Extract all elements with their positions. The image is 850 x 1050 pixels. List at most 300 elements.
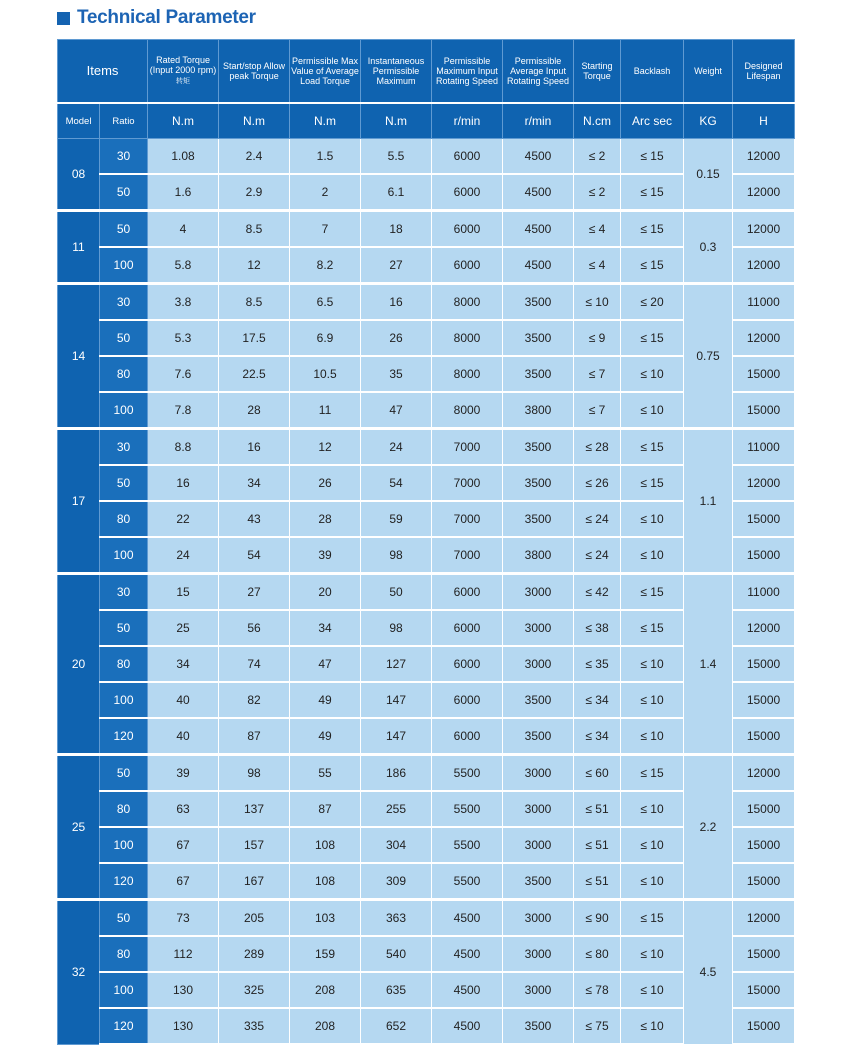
- avg-load-torque-cell: 2: [290, 174, 361, 211]
- rated-torque-cell: 34: [148, 646, 219, 682]
- avgspeed-unit: r/min: [503, 103, 574, 139]
- ratio-cell: 80: [100, 646, 148, 682]
- weight-unit: KG: [684, 103, 733, 139]
- starting-torque-cell: ≤ 75: [574, 1008, 621, 1044]
- avg-load-torque-cell: 208: [290, 1008, 361, 1044]
- backlash-cell: ≤ 10: [621, 682, 684, 718]
- max-input-speed-cell: 6000: [432, 174, 503, 211]
- ratio-cell: 80: [100, 791, 148, 827]
- instantaneous-max-cell: 98: [361, 537, 432, 574]
- avg-load-torque-cell: 103: [290, 900, 361, 937]
- table-row: [58, 284, 795, 321]
- starting-torque-cell: ≤ 90: [574, 900, 621, 937]
- avg-input-speed-cell: 3000: [503, 574, 574, 611]
- ratio-cell: 100: [100, 392, 148, 429]
- rated-torque-cell: 4: [148, 211, 219, 248]
- instantaneous-max-cell: 27: [361, 247, 432, 284]
- avg-load-torque-cell: 8.2: [290, 247, 361, 284]
- avg-load-torque-cell: 12: [290, 429, 361, 466]
- rated-torque-cell: 25: [148, 610, 219, 646]
- max-input-speed-cell: 6000: [432, 247, 503, 284]
- backlash-cell: ≤ 15: [621, 465, 684, 501]
- max-input-speed-cell: 5500: [432, 863, 503, 900]
- avg-input-speed-cell: 3000: [503, 936, 574, 972]
- max-input-speed-cell: 5500: [432, 755, 503, 792]
- avg-load-torque-cell: 208: [290, 972, 361, 1008]
- header-row: [58, 40, 795, 104]
- lifespan-cell: 15000: [733, 827, 795, 863]
- rated-torque-cell: 24: [148, 537, 219, 574]
- starting-torque-cell: ≤ 9: [574, 320, 621, 356]
- ratio-cell: 50: [100, 320, 148, 356]
- ratio-cell: 30: [100, 139, 148, 175]
- weight-cell: 1.4: [684, 574, 733, 755]
- max-input-speed-cell: 6000: [432, 682, 503, 718]
- weight-cell: 0.3: [684, 211, 733, 284]
- rated-torque-cell: 63: [148, 791, 219, 827]
- start-stop-torque-cell: 2.9: [219, 174, 290, 211]
- backlash-cell: ≤ 10: [621, 356, 684, 392]
- max-input-speed-cell: 5500: [432, 827, 503, 863]
- backlash-cell: ≤ 10: [621, 501, 684, 537]
- backlash-cell: ≤ 15: [621, 139, 684, 175]
- lifespan-cell: 12000: [733, 174, 795, 211]
- start-stop-torque-cell: 16: [219, 429, 290, 466]
- starting-torque-cell: ≤ 51: [574, 863, 621, 900]
- rated-torque-cell: 73: [148, 900, 219, 937]
- max-input-speed-cell: 4500: [432, 1008, 503, 1044]
- weight-header: Weight: [684, 40, 733, 104]
- weight-cell: 1.1: [684, 429, 733, 574]
- ratio-cell: 50: [100, 610, 148, 646]
- avg-input-speed-cell: 3000: [503, 610, 574, 646]
- start-stop-torque-cell: 325: [219, 972, 290, 1008]
- backlash-cell: ≤ 15: [621, 247, 684, 284]
- rated-torque-cell: 3.8: [148, 284, 219, 321]
- page-title-text: Technical Parameter: [77, 7, 256, 28]
- title-square-icon: [57, 12, 70, 25]
- starting-torque-cell: ≤ 60: [574, 755, 621, 792]
- lifespan-cell: 12000: [733, 755, 795, 792]
- perm-avg-header: Permissible Max Value of Average Load Torque: [290, 40, 361, 104]
- rated-unit: N.m: [148, 103, 219, 139]
- lifespan-cell: 12000: [733, 247, 795, 284]
- start-stop-torque-cell: 8.5: [219, 211, 290, 248]
- backlash-cell: ≤ 15: [621, 610, 684, 646]
- table-row: [58, 900, 795, 937]
- max-input-speed-cell: 6000: [432, 211, 503, 248]
- lifespan-cell: 11000: [733, 284, 795, 321]
- ratio-cell: 80: [100, 936, 148, 972]
- table-row: [58, 429, 795, 466]
- backlash-cell: ≤ 15: [621, 429, 684, 466]
- rated-torque-cell: 130: [148, 972, 219, 1008]
- avg-load-torque-cell: 10.5: [290, 356, 361, 392]
- avg-load-torque-cell: 6.5: [290, 284, 361, 321]
- rated-torque-label: Rated Torque (Input 2000 rpm): [149, 55, 217, 75]
- model-cell: 32: [58, 900, 100, 1045]
- starting-torque-cell: ≤ 78: [574, 972, 621, 1008]
- start-stop-torque-cell: 167: [219, 863, 290, 900]
- instantaneous-max-cell: 54: [361, 465, 432, 501]
- avg-input-speed-cell: 3000: [503, 646, 574, 682]
- starting-torque-cell: ≤ 10: [574, 284, 621, 321]
- rated-torque-cell: 112: [148, 936, 219, 972]
- lifespan-cell: 15000: [733, 936, 795, 972]
- instantaneous-max-cell: 635: [361, 972, 432, 1008]
- ratio-cell: 100: [100, 972, 148, 1008]
- avg-input-speed-cell: 3000: [503, 900, 574, 937]
- lifespan-cell: 15000: [733, 501, 795, 537]
- avg-load-torque-cell: 39: [290, 537, 361, 574]
- ratio-cell: 50: [100, 211, 148, 248]
- instantaneous-max-cell: 186: [361, 755, 432, 792]
- max-input-speed-cell: 8000: [432, 320, 503, 356]
- backlash-cell: ≤ 20: [621, 284, 684, 321]
- backlash-cell: ≤ 15: [621, 320, 684, 356]
- avg-load-torque-cell: 47: [290, 646, 361, 682]
- avg-input-speed-cell: 4500: [503, 247, 574, 284]
- backlash-header: Backlash: [621, 40, 684, 104]
- ratio-cell: 80: [100, 501, 148, 537]
- starting-torque-cell: ≤ 35: [574, 646, 621, 682]
- rated-torque-cell: 8.8: [148, 429, 219, 466]
- items-header: Items: [58, 40, 148, 104]
- backlash-cell: ≤ 10: [621, 827, 684, 863]
- model-cell: 17: [58, 429, 100, 574]
- start-stop-torque-cell: 82: [219, 682, 290, 718]
- avg-input-speed-cell: 3000: [503, 791, 574, 827]
- instantaneous-max-cell: 24: [361, 429, 432, 466]
- rated-torque-cell: 67: [148, 863, 219, 900]
- instantaneous-max-cell: 309: [361, 863, 432, 900]
- avg-load-torque-cell: 7: [290, 211, 361, 248]
- avg-input-speed-cell: 3800: [503, 537, 574, 574]
- lifespan-cell: 12000: [733, 139, 795, 175]
- avg-load-torque-cell: 34: [290, 610, 361, 646]
- starting-torque-cell: ≤ 42: [574, 574, 621, 611]
- avg-load-torque-cell: 49: [290, 718, 361, 755]
- instantaneous-max-cell: 16: [361, 284, 432, 321]
- lifespan-cell: 12000: [733, 900, 795, 937]
- avg-load-torque-cell: 6.9: [290, 320, 361, 356]
- start-stop-torque-cell: 98: [219, 755, 290, 792]
- instantaneous-max-cell: 304: [361, 827, 432, 863]
- lifespan-cell: 15000: [733, 682, 795, 718]
- backlash-cell: ≤ 15: [621, 900, 684, 937]
- instantaneous-max-cell: 35: [361, 356, 432, 392]
- max-input-speed-cell: 8000: [432, 392, 503, 429]
- starting-torque-cell: ≤ 34: [574, 682, 621, 718]
- lifespan-cell: 11000: [733, 574, 795, 611]
- starting-torque-cell: ≤ 51: [574, 791, 621, 827]
- max-input-speed-cell: 6000: [432, 718, 503, 755]
- starting-torque-cell: ≤ 80: [574, 936, 621, 972]
- avg-load-torque-cell: 20: [290, 574, 361, 611]
- start-stop-torque-cell: 87: [219, 718, 290, 755]
- weight-cell: 4.5: [684, 900, 733, 1045]
- lifespan-cell: 15000: [733, 863, 795, 900]
- maxspeed-unit: r/min: [432, 103, 503, 139]
- ratio-cell: 80: [100, 356, 148, 392]
- max-input-speed-cell: 6000: [432, 610, 503, 646]
- max-input-speed-cell: 7000: [432, 537, 503, 574]
- max-input-speed-cell: 6000: [432, 646, 503, 682]
- instantaneous-max-cell: 47: [361, 392, 432, 429]
- ratio-cell: 120: [100, 1008, 148, 1044]
- starting-torque-cell: ≤ 4: [574, 211, 621, 248]
- ratio-cell: 120: [100, 718, 148, 755]
- max-speed-header: Permissible Maximum Input Rotating Speed: [432, 40, 503, 104]
- start-stop-header: Start/stop Allow peak Torque: [219, 40, 290, 104]
- avg-input-speed-cell: 3800: [503, 392, 574, 429]
- avg-speed-header: Permissible Average Input Rotating Speed: [503, 40, 574, 104]
- avg-load-torque-cell: 49: [290, 682, 361, 718]
- ratio-cell: 100: [100, 247, 148, 284]
- avg-input-speed-cell: 3000: [503, 827, 574, 863]
- page-title: [57, 6, 256, 30]
- ratio-cell: 30: [100, 429, 148, 466]
- ratio-cell: 50: [100, 174, 148, 211]
- start-stop-torque-cell: 56: [219, 610, 290, 646]
- avg-input-speed-cell: 3500: [503, 284, 574, 321]
- starting-torque-cell: ≤ 2: [574, 139, 621, 175]
- avg-input-speed-cell: 3500: [503, 320, 574, 356]
- start-stop-torque-cell: 27: [219, 574, 290, 611]
- ratio-cell: 120: [100, 863, 148, 900]
- table-row: [58, 211, 795, 248]
- rated-torque-glyph: 转矩: [176, 78, 191, 85]
- max-input-speed-cell: 7000: [432, 429, 503, 466]
- rated-torque-cell: 40: [148, 682, 219, 718]
- avg-input-speed-cell: 3500: [503, 682, 574, 718]
- starting-torque-cell: ≤ 2: [574, 174, 621, 211]
- rated-torque-cell: 1.6: [148, 174, 219, 211]
- backlash-cell: ≤ 10: [621, 646, 684, 682]
- model-cell: 20: [58, 574, 100, 755]
- lifespan-cell: 12000: [733, 465, 795, 501]
- start-stop-torque-cell: 74: [219, 646, 290, 682]
- unit-row: [58, 103, 795, 139]
- backlash-cell: ≤ 10: [621, 537, 684, 574]
- instantaneous-max-cell: 18: [361, 211, 432, 248]
- starting-torque-cell: ≤ 24: [574, 537, 621, 574]
- instantaneous-max-cell: 147: [361, 718, 432, 755]
- avg-input-speed-cell: 3500: [503, 718, 574, 755]
- starting-torque-cell: ≤ 26: [574, 465, 621, 501]
- avg-input-speed-cell: 3500: [503, 1008, 574, 1044]
- max-input-speed-cell: 7000: [432, 501, 503, 537]
- avg-input-speed-cell: 3500: [503, 356, 574, 392]
- rated-torque-cell: 67: [148, 827, 219, 863]
- instantaneous-max-cell: 540: [361, 936, 432, 972]
- instantaneous-max-cell: 652: [361, 1008, 432, 1044]
- max-input-speed-cell: 4500: [432, 972, 503, 1008]
- lifespan-cell: 12000: [733, 610, 795, 646]
- starting-torque-cell: ≤ 7: [574, 356, 621, 392]
- avg-load-torque-cell: 1.5: [290, 139, 361, 175]
- backlash-cell: ≤ 10: [621, 791, 684, 827]
- max-input-speed-cell: 8000: [432, 356, 503, 392]
- rated-torque-cell: 7.8: [148, 392, 219, 429]
- ratio-cell: 100: [100, 537, 148, 574]
- lifespan-cell: 15000: [733, 1008, 795, 1044]
- starting-torque-cell: ≤ 34: [574, 718, 621, 755]
- avg-load-torque-cell: 28: [290, 501, 361, 537]
- model-cell: 14: [58, 284, 100, 429]
- start-stop-torque-cell: 43: [219, 501, 290, 537]
- instantaneous-max-cell: 255: [361, 791, 432, 827]
- start-stop-torque-cell: 34: [219, 465, 290, 501]
- rated-torque-cell: 39: [148, 755, 219, 792]
- weight-cell: 0.15: [684, 139, 733, 211]
- ratio-cell: 30: [100, 574, 148, 611]
- start-stop-torque-cell: 289: [219, 936, 290, 972]
- model-unit: Model: [58, 103, 100, 139]
- avg-load-torque-cell: 87: [290, 791, 361, 827]
- table-row: [58, 574, 795, 611]
- max-input-speed-cell: 4500: [432, 900, 503, 937]
- model-cell: 25: [58, 755, 100, 900]
- instantaneous-max-cell: 98: [361, 610, 432, 646]
- start-stop-torque-cell: 157: [219, 827, 290, 863]
- lifespan-cell: 15000: [733, 972, 795, 1008]
- avg-input-speed-cell: 3500: [503, 501, 574, 537]
- avg-input-speed-cell: 4500: [503, 139, 574, 175]
- avg-input-speed-cell: 3500: [503, 863, 574, 900]
- lifespan-cell: 11000: [733, 429, 795, 466]
- starting-unit: N.cm: [574, 103, 621, 139]
- avg-input-speed-cell: 3000: [503, 755, 574, 792]
- lifespan-cell: 15000: [733, 791, 795, 827]
- ratio-cell: 50: [100, 465, 148, 501]
- max-input-speed-cell: 7000: [432, 465, 503, 501]
- ratio-cell: 50: [100, 900, 148, 937]
- start-stop-torque-cell: 8.5: [219, 284, 290, 321]
- backlash-cell: ≤ 10: [621, 936, 684, 972]
- avg-unit: N.m: [290, 103, 361, 139]
- lifespan-cell: 15000: [733, 537, 795, 574]
- start-stop-torque-cell: 335: [219, 1008, 290, 1044]
- starting-torque-cell: ≤ 24: [574, 501, 621, 537]
- avg-load-torque-cell: 55: [290, 755, 361, 792]
- backlash-cell: ≤ 10: [621, 972, 684, 1008]
- model-cell: 08: [58, 139, 100, 211]
- starting-torque-cell: ≤ 38: [574, 610, 621, 646]
- ratio-unit: Ratio: [100, 103, 148, 139]
- backlash-cell: ≤ 10: [621, 1008, 684, 1044]
- backlash-cell: ≤ 15: [621, 574, 684, 611]
- rated-torque-cell: 130: [148, 1008, 219, 1044]
- rated-torque-cell: 7.6: [148, 356, 219, 392]
- backlash-cell: ≤ 15: [621, 211, 684, 248]
- rated-torque-cell: 5.3: [148, 320, 219, 356]
- rated-torque-cell: 15: [148, 574, 219, 611]
- lifespan-header: Designed Lifespan: [733, 40, 795, 104]
- starting-torque-cell: ≤ 7: [574, 392, 621, 429]
- ratio-cell: 100: [100, 827, 148, 863]
- max-input-speed-cell: 6000: [432, 139, 503, 175]
- lifespan-cell: 15000: [733, 718, 795, 755]
- avg-load-torque-cell: 11: [290, 392, 361, 429]
- avg-load-torque-cell: 108: [290, 827, 361, 863]
- parameter-table: [57, 39, 795, 1045]
- instantaneous-max-cell: 5.5: [361, 139, 432, 175]
- inst-unit: N.m: [361, 103, 432, 139]
- rated-torque-cell: 40: [148, 718, 219, 755]
- avg-input-speed-cell: 3500: [503, 465, 574, 501]
- rated-torque-header: [148, 40, 219, 104]
- ratio-cell: 50: [100, 755, 148, 792]
- instantaneous-max-cell: 147: [361, 682, 432, 718]
- rated-torque-cell: 1.08: [148, 139, 219, 175]
- instantaneous-max-cell: 50: [361, 574, 432, 611]
- ratio-cell: 30: [100, 284, 148, 321]
- lifespan-cell: 12000: [733, 320, 795, 356]
- start-stop-torque-cell: 17.5: [219, 320, 290, 356]
- starting-torque-cell: ≤ 4: [574, 247, 621, 284]
- instantaneous-max-cell: 363: [361, 900, 432, 937]
- start-stop-torque-cell: 22.5: [219, 356, 290, 392]
- lifespan-cell: 15000: [733, 646, 795, 682]
- start-stop-torque-cell: 54: [219, 537, 290, 574]
- table-body: [58, 139, 795, 1045]
- avg-input-speed-cell: 3000: [503, 972, 574, 1008]
- life-unit: H: [733, 103, 795, 139]
- start-stop-torque-cell: 137: [219, 791, 290, 827]
- avg-input-speed-cell: 4500: [503, 174, 574, 211]
- instantaneous-max-cell: 59: [361, 501, 432, 537]
- backlash-cell: ≤ 15: [621, 755, 684, 792]
- backlash-unit: Arc sec: [621, 103, 684, 139]
- starting-torque-cell: ≤ 51: [574, 827, 621, 863]
- lifespan-cell: 12000: [733, 211, 795, 248]
- start-stop-torque-cell: 12: [219, 247, 290, 284]
- instantaneous-header: Instantaneous Permissible Maximum: [361, 40, 432, 104]
- starting-torque-cell: ≤ 28: [574, 429, 621, 466]
- avg-load-torque-cell: 26: [290, 465, 361, 501]
- max-input-speed-cell: 5500: [432, 791, 503, 827]
- start-stop-torque-cell: 205: [219, 900, 290, 937]
- startstop-unit: N.m: [219, 103, 290, 139]
- instantaneous-max-cell: 26: [361, 320, 432, 356]
- start-stop-torque-cell: 28: [219, 392, 290, 429]
- avg-input-speed-cell: 4500: [503, 211, 574, 248]
- backlash-cell: ≤ 10: [621, 863, 684, 900]
- avg-load-torque-cell: 108: [290, 863, 361, 900]
- weight-cell: 2.2: [684, 755, 733, 900]
- weight-cell: 0.75: [684, 284, 733, 429]
- backlash-cell: ≤ 10: [621, 718, 684, 755]
- start-stop-torque-cell: 2.4: [219, 139, 290, 175]
- rated-torque-cell: 16: [148, 465, 219, 501]
- rated-torque-cell: 5.8: [148, 247, 219, 284]
- instantaneous-max-cell: 6.1: [361, 174, 432, 211]
- lifespan-cell: 15000: [733, 356, 795, 392]
- rated-torque-cell: 22: [148, 501, 219, 537]
- avg-input-speed-cell: 3500: [503, 429, 574, 466]
- table-row: [58, 755, 795, 792]
- table-row: [58, 139, 795, 175]
- max-input-speed-cell: 6000: [432, 574, 503, 611]
- instantaneous-max-cell: 127: [361, 646, 432, 682]
- ratio-cell: 100: [100, 682, 148, 718]
- backlash-cell: ≤ 10: [621, 392, 684, 429]
- lifespan-cell: 15000: [733, 392, 795, 429]
- max-input-speed-cell: 8000: [432, 284, 503, 321]
- backlash-cell: ≤ 15: [621, 174, 684, 211]
- starting-torque-header: Starting Torque: [574, 40, 621, 104]
